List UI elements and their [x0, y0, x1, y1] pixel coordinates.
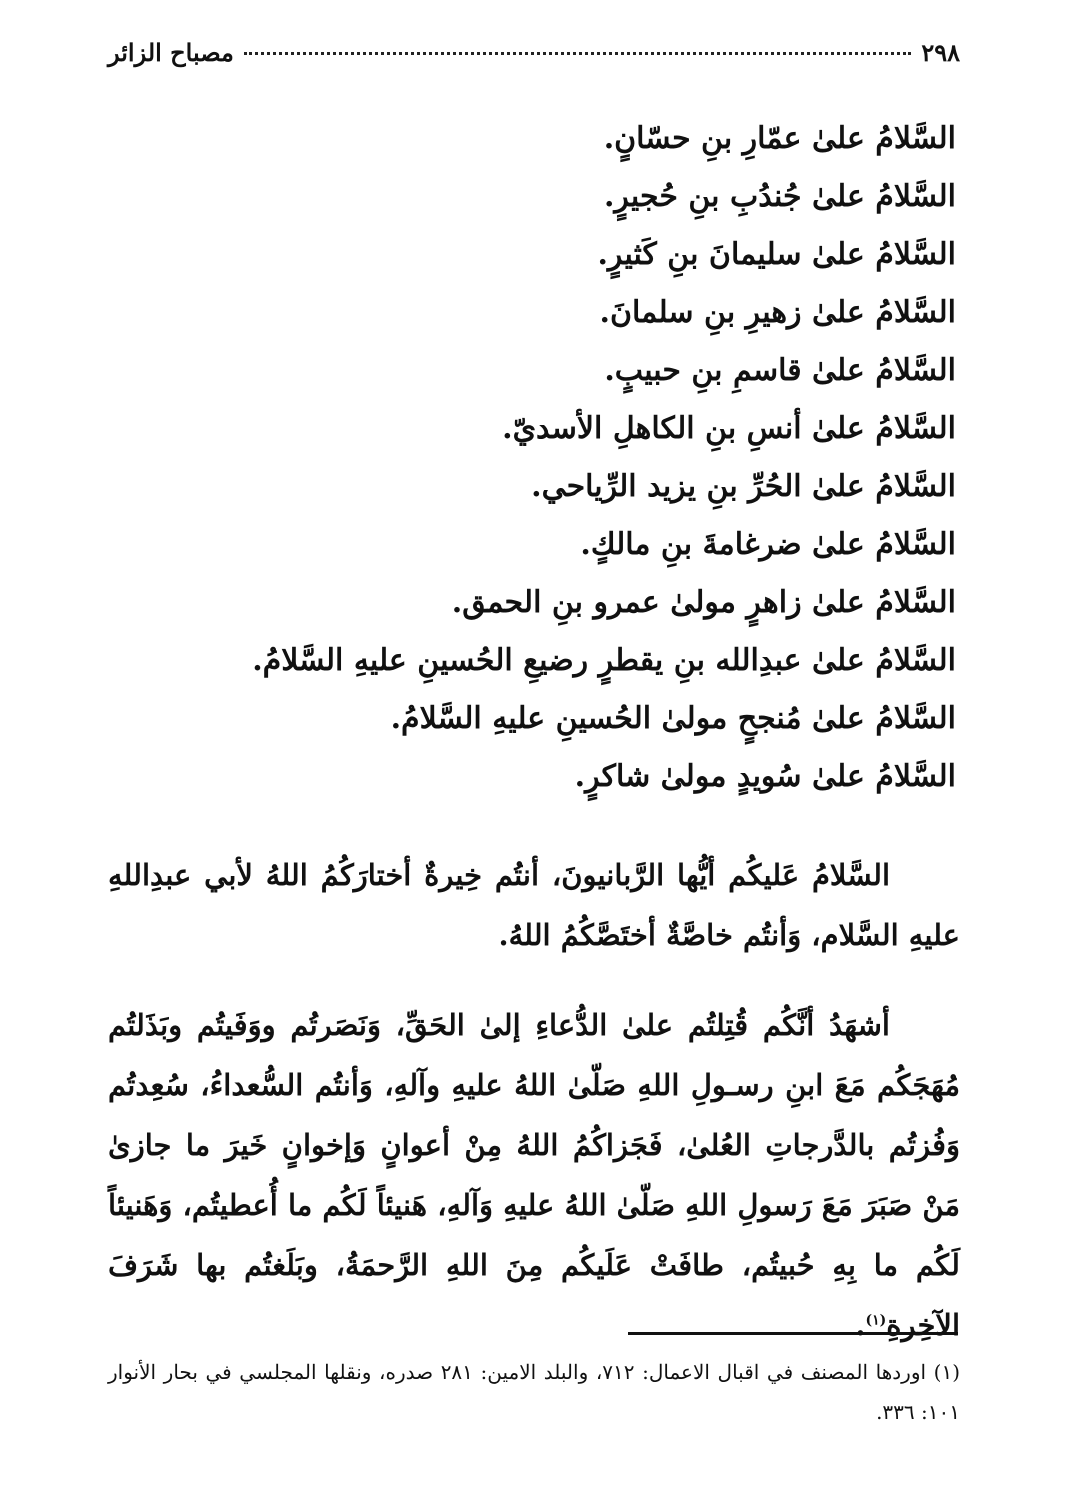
footnote-reference[interactable]: (١) — [865, 1312, 887, 1329]
salam-list — [252, 110, 956, 806]
salam-line: السَّلامُ علىٰ جُندُبِ بنِ حُجيرٍ. — [603, 179, 956, 214]
salam-line: السَّلامُ علىٰ أنسِ بنِ الكاهلِ الأسديّ. — [502, 411, 956, 446]
salam-line: السَّلامُ علىٰ عبدِالله بنِ يقطرٍ رضيعِ الحُسينِ عليهِ السَّلامُ. — [252, 643, 956, 678]
running-header — [108, 38, 960, 78]
paragraph-testimony — [108, 995, 960, 1355]
salam-line: السَّلامُ علىٰ سليمانَ بنِ كَثيرٍ. — [597, 237, 956, 272]
page-number: ٢٩٨ — [921, 38, 960, 67]
salam-line: السَّلامُ علىٰ عمّارِ بنِ حسّانٍ. — [603, 121, 956, 156]
footnote-separator — [628, 1332, 958, 1335]
salam-line: السَّلامُ علىٰ سُويدٍ مولىٰ شاكرٍ. — [574, 759, 956, 794]
paragraph-greeting — [108, 845, 960, 965]
salam-line: السَّلامُ علىٰ زاهرٍ مولىٰ عمرو بنِ الحمق. — [451, 585, 956, 620]
book-title: مصباح الزائر — [108, 38, 234, 67]
salam-line: السَّلامُ علىٰ ضرغامةَ بنِ مالكٍ. — [580, 527, 956, 562]
salam-line: السَّلامُ علىٰ مُنجحٍ مولىٰ الحُسينِ عليهِ السَّلامُ. — [390, 701, 956, 736]
paragraph-testimony-text: أشهَدُ أنَّكُم قُتِلتُم علىٰ الدُّعاءِ إلىٰ الحَقِّ، وَنَصَرتُم ووَفَيتُم وبَذَلتُم مُهَجَكُم مَعَ ابنِ رسـولِ اللهِ صَلّىٰ اللهُ عليهِ وآلهِ، وَأنتُم السُّعداءُ، سُعِدتُم وَفُزتُم بالدَّرجاتِ العُلىٰ، فَجَزاكُمُ اللهُ مِنْ أعوانٍ وَإخوانٍ خَيرَ ما جازىٰ مَنْ صَبَرَ مَعَ رَسولِ اللهِ صَلّىٰ اللهُ عليهِ وَآلهِ، هَنيئاً لَكُم ما أُعطيتُم، وَهَنيئاً لَكُم ما بِهِ حُبيتُم، طافَتْ عَلَيكُم مِنَ اللهِ الرَّحمَةُ، وبَلَغتُم بها شَرَفَ الآخِرةِ — [108, 1008, 960, 1342]
footnote: (١) اوردها المصنف في اقبال الاعمال: ٧١٢، والبلد الامين: ٢٨١ صدره، ونقلها المجلسي في بحار الأنوار ١٠١: ٣٣٦. — [108, 1360, 960, 1424]
paragraph-greeting-text: السَّلامُ عَليكُم أيُّها الرَّبانيونَ، أنتُم خِيرةٌ أختارَكُمُ اللهُ لأبي عبدِاللهِ عليهِ السَّلام، وَأنتُم خاصَّةٌ أختَصَّكُمُ اللهُ. — [108, 858, 960, 952]
header-leader-dots — [244, 52, 911, 55]
paragraph-testimony-end: . — [855, 1308, 866, 1342]
salam-line: السَّلامُ علىٰ الحُرِّ بنِ يزيد الرِّياحي. — [531, 469, 956, 504]
salam-line: السَّلامُ علىٰ قاسمِ بنِ حبيبٍ. — [604, 353, 956, 388]
salam-line: السَّلامُ علىٰ زهيرِ بنِ سلمانَ. — [599, 295, 956, 330]
